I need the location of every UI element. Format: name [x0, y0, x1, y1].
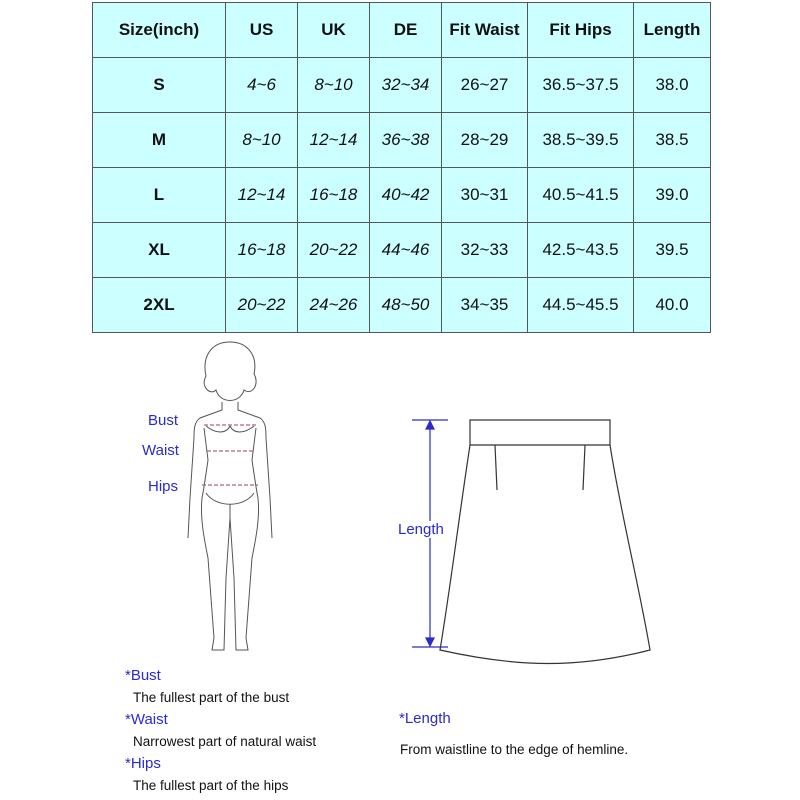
table-cell-length: 38.5: [634, 113, 711, 168]
waist-label: Waist: [142, 442, 179, 459]
table-cell-fit-waist: 30~31: [442, 168, 528, 223]
table-cell-size-inch: S: [93, 58, 226, 113]
table-cell-de: 32~34: [370, 58, 442, 113]
table-row: [93, 168, 711, 223]
hips-label: Hips: [148, 478, 179, 495]
table-cell-uk: 16~18: [298, 168, 370, 223]
length-label: Length: [398, 521, 444, 538]
header-length: Length: [634, 3, 711, 58]
table-cell-fit-hips: 36.5~37.5: [528, 58, 634, 113]
waist-note-desc: Narrowest part of natural waist: [133, 734, 317, 749]
table-row: [93, 58, 711, 113]
table-cell-uk: 8~10: [298, 58, 370, 113]
table-cell-de: 44~46: [370, 223, 442, 278]
table-cell-us: 8~10: [226, 113, 298, 168]
table-cell-fit-hips: 38.5~39.5: [528, 113, 634, 168]
table-cell-de: 40~42: [370, 168, 442, 223]
table-cell-uk: 20~22: [298, 223, 370, 278]
bust-note-title: *Bust: [125, 667, 161, 684]
table-cell-size-inch: 2XL: [93, 278, 226, 333]
table-header-row: [93, 3, 711, 58]
header-fit-waist: Fit Waist: [442, 3, 528, 58]
length-note-title: *Length: [399, 710, 451, 727]
table-row: [93, 278, 711, 333]
table-cell-size-inch: L: [93, 168, 226, 223]
hips-note-title: *Hips: [125, 755, 161, 772]
table-row: [93, 223, 711, 278]
header-fit-hips: Fit Hips: [528, 3, 634, 58]
table-cell-fit-hips: 44.5~45.5: [528, 278, 634, 333]
table-cell-length: 40.0: [634, 278, 711, 333]
table-cell-us: 12~14: [226, 168, 298, 223]
table-cell-fit-hips: 40.5~41.5: [528, 168, 634, 223]
length-note-desc: From waistline to the edge of hemline.: [400, 742, 629, 757]
table-cell-de: 36~38: [370, 113, 442, 168]
table-cell-de: 48~50: [370, 278, 442, 333]
table-cell-fit-hips: 42.5~43.5: [528, 223, 634, 278]
bust-note-desc: The fullest part of the bust: [133, 690, 290, 705]
table-cell-fit-waist: 26~27: [442, 58, 528, 113]
table-cell-length: 38.0: [634, 58, 711, 113]
hips-note-desc: The fullest part of the hips: [133, 778, 289, 793]
header-de: DE: [370, 3, 442, 58]
table-cell-uk: 12~14: [298, 113, 370, 168]
table-cell-length: 39.0: [634, 168, 711, 223]
table-cell-uk: 24~26: [298, 278, 370, 333]
bust-label: Bust: [148, 412, 179, 429]
table-cell-us: 4~6: [226, 58, 298, 113]
body-measure-lines: [160, 338, 300, 538]
table-cell-fit-waist: 28~29: [442, 113, 528, 168]
table-cell-length: 39.5: [634, 223, 711, 278]
table-cell-size-inch: M: [93, 113, 226, 168]
table-row: [93, 113, 711, 168]
table-cell-fit-waist: 34~35: [442, 278, 528, 333]
header-size: Size(inch): [93, 3, 226, 58]
header-uk: UK: [298, 3, 370, 58]
size-chart-table: [92, 2, 711, 333]
waist-note-title: *Waist: [125, 711, 168, 728]
table-cell-fit-waist: 32~33: [442, 223, 528, 278]
table-cell-size-inch: XL: [93, 223, 226, 278]
table-cell-us: 20~22: [226, 278, 298, 333]
table-cell-us: 16~18: [226, 223, 298, 278]
header-us: US: [226, 3, 298, 58]
